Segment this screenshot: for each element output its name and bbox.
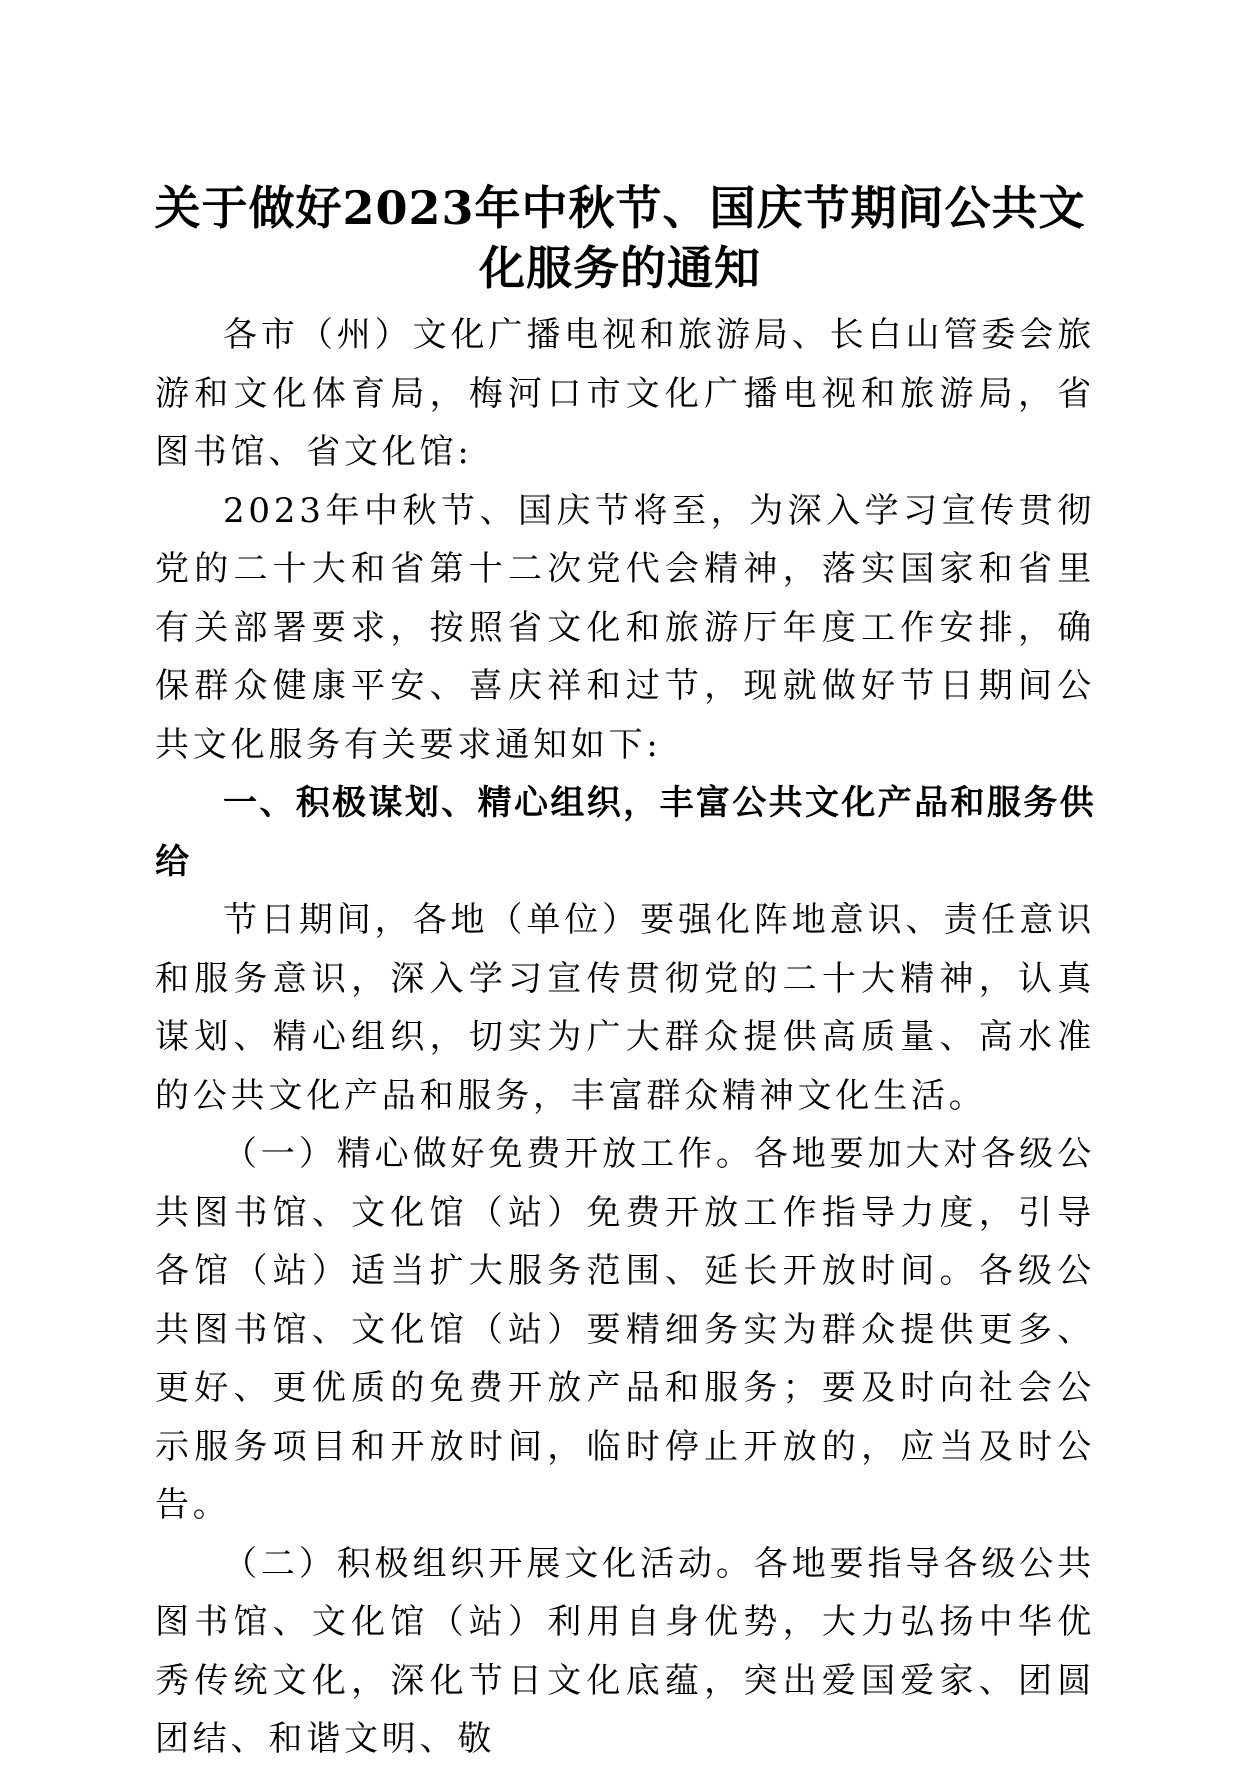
document-body <box>155 306 1095 1769</box>
subsection-1-paragraph: （一）精心做好免费开放工作。各地要加大对各级公共图书馆、文化馆（站）免费开放工作指导力度，引导各馆（站）适当扩大服务范围、延长开放时间。各级公共图书馆、文化馆（站）要精细务实为群众提供更多、更好、更优质的免费开放产品和服务；要及时向社会公示服务项目和开放时间，临时停止开放的，应当及时公告。 <box>155 1134 1095 1525</box>
intro-paragraph: 2023年中秋节、国庆节将至，为深入学习宣传贯彻党的二十大和省第十二次党代会精神，落实国家和省里有关部署要求，按照省文化和旅游厅年度工作安排，确保群众健康平安、喜庆祥和过节，现就做好节日期间公共文化服务有关要求通知如下: <box>155 490 1095 765</box>
salutation-paragraph: 各市（州）文化广播电视和旅游局、长白山管委会旅游和文化体育局，梅河口市文化广播电视和旅游局，省图书馆、省文化馆: <box>155 315 1095 472</box>
section-1-paragraph: 节日期间，各地（单位）要强化阵地意识、责任意识和服务意识，深入学习宣传贯彻党的二十大精神，认真谋划、精心组织，切实为广大群众提供高质量、高水准的公共文化产品和服务，丰富群众精神文化生活。 <box>155 900 1095 1116</box>
document-title: 关于做好2023年中秋节、国庆节期间公共文化服务的通知 <box>154 181 1086 295</box>
subsection-2-paragraph: （二）积极组织开展文化活动。各地要指导各级公共图书馆、文化馆（站）利用自身优势，大力弘扬中华优秀传统文化，深化节日文化底蕴，突出爱国爱家、团圆团结、和谐文明、敬 <box>155 1543 1095 1759</box>
section-heading-1: 一、积极谋划、精心组织，丰富公共文化产品和服务供给 <box>155 783 1095 882</box>
